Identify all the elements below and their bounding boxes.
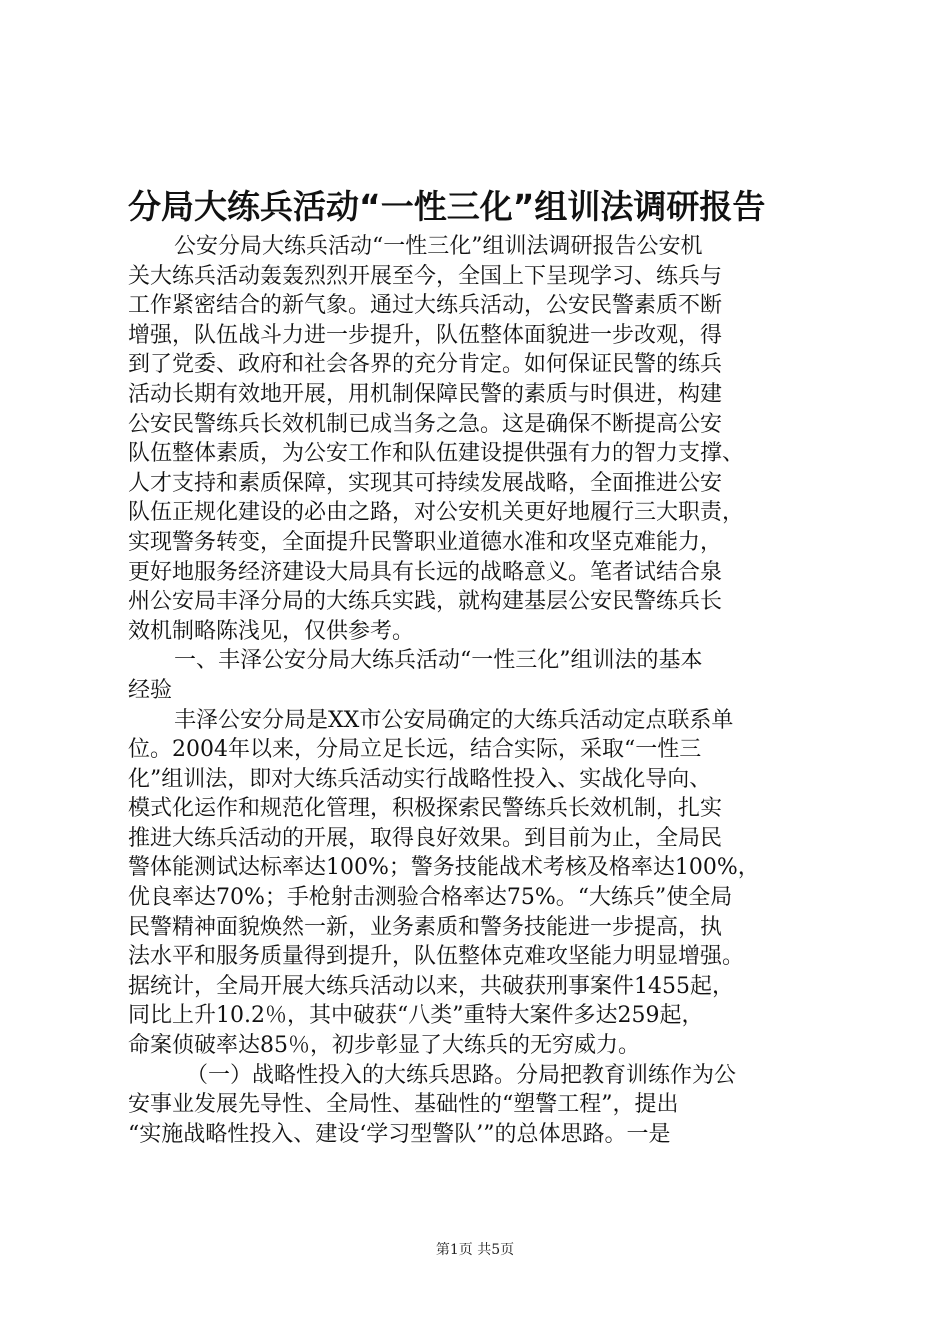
body-line: 更好地服务经济建设大局具有长远的战略意义。笔者试结合泉 [128,559,723,585]
body-line: 州公安局丰泽分局的大练兵实践，就构建基层公安民警练兵长 [128,589,723,615]
section-heading-line: 一、丰泽公安分局大练兵活动“一性三化”组训法的基本 [174,648,703,674]
page-number: 第1页 共5页 [435,1242,515,1258]
body-line: 民警精神面貌焕然一新，业务素质和警务技能进一步提高，执 [128,914,723,940]
body-line: 队伍正规化建设的必由之路，对公安机关更好地履行三大职责， [128,500,745,526]
body-line: 队伍整体素质，为公安工作和队伍建设提供强有力的智力支撑、 [128,441,745,467]
body-line: 安事业发展先导性、全局性、基础性的“塑警工程”，提出 [128,1092,679,1118]
section-heading-line: 经验 [128,677,173,703]
body-line: 到了党委、政府和社会各界的充分肯定。如何保证民警的练兵 [128,352,723,378]
body-line: 优良率达70%；手枪射击测验合格率达75%。“大练兵”使全局 [128,885,733,911]
body-line: 工作紧密结合的新气象。通过大练兵活动，公安民警素质不断 [128,293,723,319]
body-line: 活动长期有效地开展，用机制保障民警的素质与时俱进，构建 [128,381,723,407]
body-line: 公安分局大练兵活动“一性三化”组训法调研报告公安机 [174,234,703,259]
body-line: 关大练兵活动轰轰烈烈开展至今，全国上下呈现学习、练兵与 [128,263,723,289]
body-line: 模式化运作和规范化管理，积极探索民警练兵长效机制，扎实 [128,796,723,822]
body-line: 命案侦破率达85％，初步彰显了大练兵的无穷威力。 [128,1033,640,1059]
body-line: 法水平和服务质量得到提升，队伍整体克难攻坚能力明显增强。 [128,944,745,970]
body-line: 位。2004年以来，分局立足长远，结合实际，采取“一性三 [128,737,702,763]
body-line: 化”组训法，即对大练兵活动实行战略性投入、实战化导向、 [128,766,712,792]
body-line: 实现警务转变，全面提升民警职业道德水准和攻坚克难能力， [128,529,723,555]
body-line: 效机制略陈浅见，仅供参考。 [128,618,415,644]
body-line: 人才支持和素质保障，实现其可持续发展战略，全面推进公安 [128,470,723,496]
document-title: 分局大练兵活动“一性三化”组训法调研报告 [128,187,766,226]
body-line: 增强，队伍战斗力进一步提升，队伍整体面貌进一步改观，得 [128,322,723,348]
body-line: 同比上升10.2％，其中破获“八类”重特大案件多达259起， [128,1003,704,1029]
body-line: “实施战略性投入、建设‘学习型警队’”的总体思路。一是 [128,1121,671,1147]
subsection-line: （一）战略性投入的大练兵思路。分局把教育训练作为公 [186,1062,737,1088]
document-body [128,232,848,1149]
body-line: 推进大练兵活动的开展，取得良好效果。到目前为止，全局民 [128,825,723,851]
body-line: 丰泽公安分局是XX市公安局确定的大练兵活动定点联系单 [174,707,734,733]
body-line: 据统计，全局开展大练兵活动以来，共破获刑事案件1455起， [128,973,734,999]
body-line: 警体能测试达标率达100%；警务技能战术考核及格率达100%， [128,855,760,881]
body-line: 公安民警练兵长效机制已成当务之急。这是确保不断提高公安 [128,411,723,437]
